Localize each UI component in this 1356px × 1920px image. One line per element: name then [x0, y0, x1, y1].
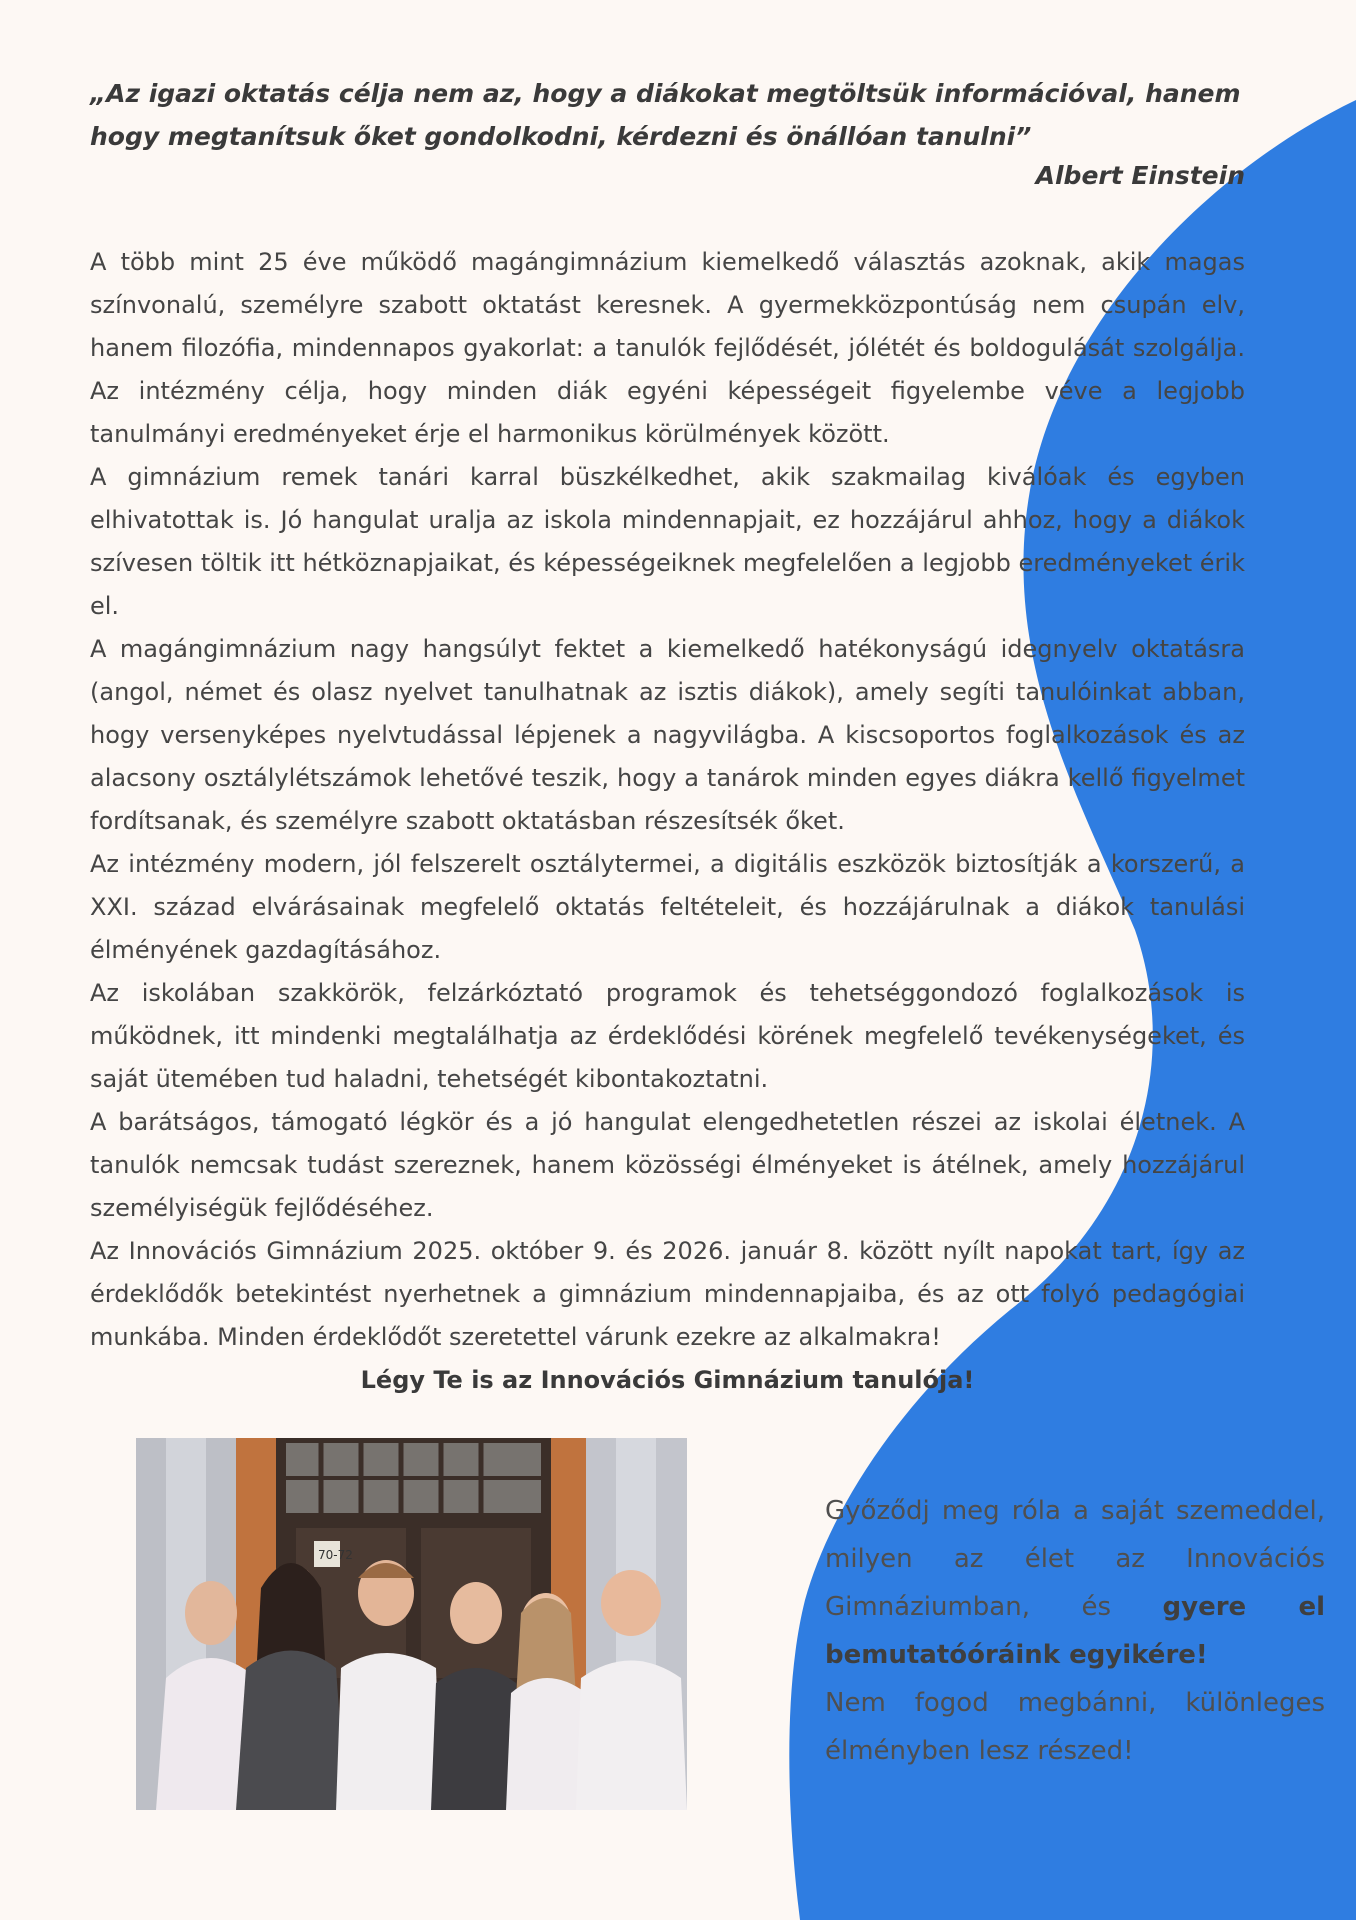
invitation-text: [825, 1487, 1325, 1679]
slogan: Légy Te is az Innovációs Gimnázium tanulója!: [360, 1366, 975, 1394]
invitation-box: [825, 1487, 1325, 1775]
invitation-highlight: gyere el bemutatóóráink egyikére!: [825, 1592, 1325, 1670]
paragraph-clubs: Az iskolában szakkörök, felzárkóztató programok és tehetséggondozó foglalkozások is működnek, itt mindenki megtalálhatja az érdeklődési körének megfelelő tevékenységeket, és saját ütemében tud haladni, tehetségét kibontakoztatni.: [90, 979, 1245, 1093]
invitation-intro: Győződj meg róla a saját szemeddel, milyen az élet az Innovációs Gimnáziumban, és: [825, 1496, 1325, 1622]
paragraph-atmosphere: A barátságos, támogató légkör és a jó hangulat elengedhetetlen részei az iskolai életnek. A tanulók nemcsak tudást szereznek, hanem közösségi élményeket is átélnek, amely hozzájárul személyiségük fejlődéséhez.: [90, 1108, 1245, 1222]
quote-author: Albert Einstein: [1035, 161, 1245, 190]
paragraph-classrooms: Az intézmény modern, jól felszerelt osztálytermei, a digitális eszközök biztosítják a korszerű, a XXI. század elvárásainak megfelelő oktatás feltételeit, és hozzájárulnak a diákok tanulási élményének gazdagításához.: [90, 850, 1245, 964]
invitation-closing: Nem fogod megbánni, különleges élményben lesz részed!: [825, 1688, 1325, 1766]
article-body: [90, 241, 1245, 1402]
students-photo: [136, 1438, 687, 1810]
einstein-quote: „Az igazi oktatás célja nem az, hogy a diákokat megtöltsük információval, hanem hogy megtanítsuk őket gondolkodni, kérdezni és önállóan tanulni”: [90, 79, 1241, 151]
paragraph-teachers: A gimnázium remek tanári karral büszkélkedhet, akik szakmailag kiválóak és egyben elhivatottak is. Jó hangulat uralja az iskola mindennapjait, ez hozzájárul ahhoz, hogy a diákok szívesen töltik itt hétköznapjaikat, és képességeiknek megfelelően a legjobb eredményeket érik el.: [90, 463, 1245, 620]
paragraph-intro: A több mint 25 éve működő magángimnázium kiemelkedő választás azoknak, akik magas színvonalú, személyre szabott oktatást keresnek. A gyermekközpontúság nem csupán elv, hanem filozófia, mindennapos gyakorlat: a tanulók fejlődését, jólétét és boldogulását szolgálja. Az intézmény célja, hogy minden diák egyéni képességeit figyelembe véve a legjobb tanulmányi eredményeket érje el harmonikus körülmények között.: [90, 248, 1245, 448]
paragraph-languages: A magángimnázium nagy hangsúlyt fektet a kiemelkedő hatékonyságú idegnyelv oktatásra (angol, német és olasz nyelvet tanulhatnak az isztis diákok), amely segíti tanulóinkat abban, hogy versenyképes nyelvtudással lépjenek a nagyvilágba. A kiscsoportos foglalkozások és az alacsony osztálylétszámok lehetővé teszik, hogy a tanárok minden egyes diákra kellő figyelmet fordítsanak, és személyre szabott oktatásban részesítsék őket.: [90, 635, 1245, 835]
paragraph-open-days: Az Innovációs Gimnázium 2025. október 9. és 2026. január 8. között nyílt napokat tart, így az érdeklődők betekintést nyerhetnek a gimnázium mindennapjaiba, és az ott folyó pedagógiai munkába. Minden érdeklődőt szeretettel várunk ezekre az alkalmakra!: [90, 1237, 1245, 1351]
door-number: 70-72: [318, 1548, 353, 1562]
